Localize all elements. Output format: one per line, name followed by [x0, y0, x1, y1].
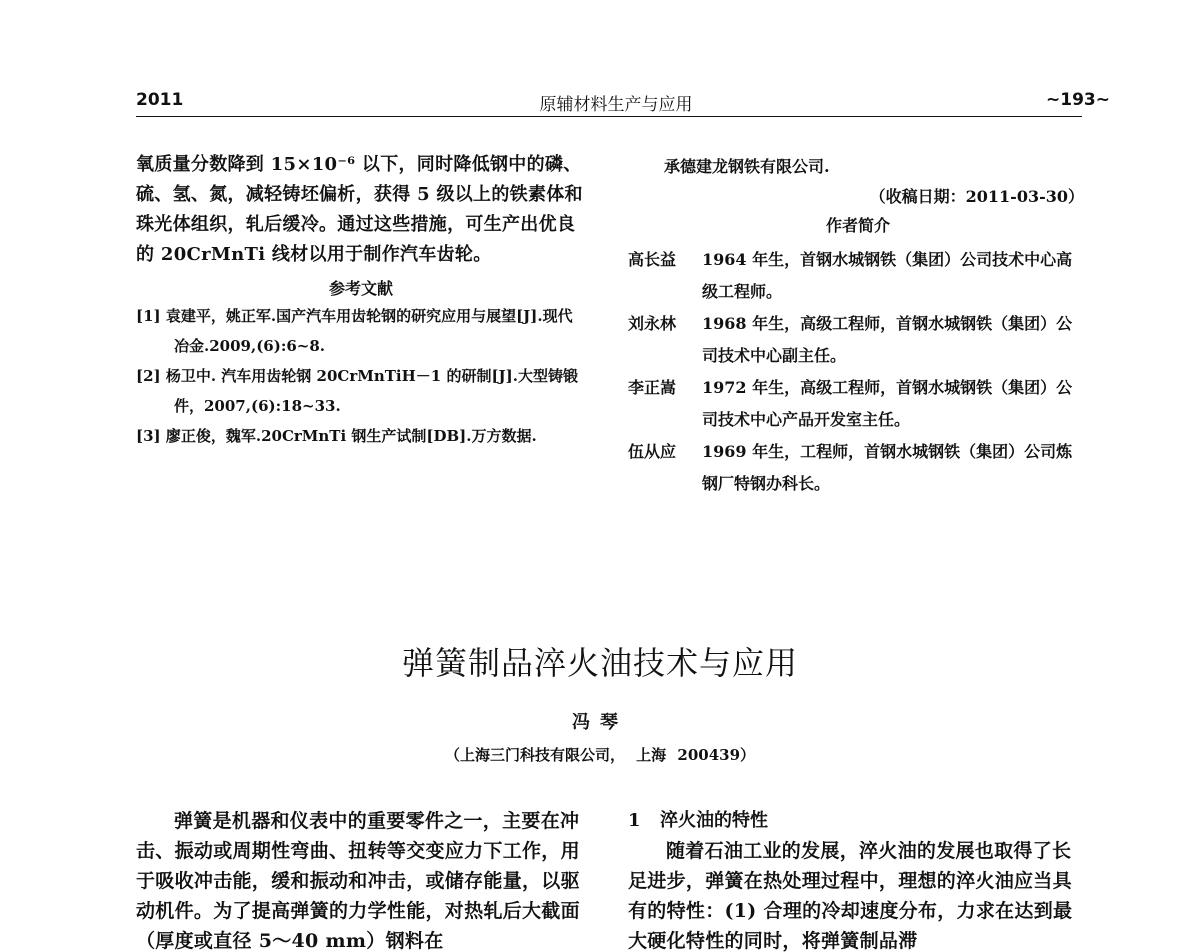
received-date: （收稿日期：2011-03-30）	[869, 187, 1084, 206]
bio-name: 刘永林	[628, 314, 677, 333]
article-body-right-column	[628, 806, 1088, 952]
bio-text: 1972 年生，高级工程师，首钢水城钢铁（集团）公司技术中心产品开发室主任。	[702, 378, 1073, 429]
article-author: 冯琴	[572, 712, 628, 733]
bio-name: 伍从应	[628, 442, 677, 461]
reference-item: [3] 廖正俊，魏军.20CrMnTi 钢生产试制[DB].万方数据.	[136, 427, 537, 445]
reference-item: [2] 杨卫中. 汽车用齿轮钢 20CrMnTiH－1 的研制[J].大型铸锻件，2007,(6):18~33.	[136, 367, 578, 415]
bio-text: 1969 年生，工程师，首钢水城钢铁（集团）公司炼钢厂特钢办科长。	[702, 442, 1073, 493]
conclusion-paragraph: 氧质量分数降到 15×10⁻⁶ 以下，同时降低钢中的磷、硫、氢、氮，减轻铸坯偏析，获得 5 级以上的铁素体和珠光体组织，轧后缓冷。通过这些措施，可生产出优良的 20CrMnTi 线材以用于制作汽车齿轮。	[136, 154, 583, 265]
author-bio	[628, 436, 1088, 500]
article-affiliation: （上海三门科技有限公司， 上海 200439）	[444, 746, 756, 764]
header-year: 2011	[136, 90, 184, 110]
bio-name: 李正嵩	[628, 378, 677, 397]
header-journal-name: 原辅材料生产与应用	[539, 95, 693, 115]
section-heading	[628, 806, 1088, 836]
section-number: 1	[628, 810, 641, 831]
author-bios-heading: 作者简介	[825, 216, 890, 235]
header-rule	[136, 116, 1082, 117]
reference-item: [1] 袁建平，姚正军.国产汽车用齿轮钢的研究应用与展望[J].现代冶金.2009,(6):6~8.	[136, 307, 573, 355]
section-paragraph: 随着石油工业的发展，淬火油的发展也取得了长足进步，弹簧在热处理过程中，理想的淬火油应当具有的特性：(1) 合理的冷却速度分布，力求在达到最大硬化特性的同时，将弹簧制品滞	[628, 840, 1073, 952]
intro-paragraph: 弹簧是机器和仪表中的重要零件之一，主要在冲击、振动或周期性弯曲、扭转等交变应力下工作，用于吸收冲击能，缓和振动和冲击，或储存能量，以驱动机件。为了提高弹簧的力学性能，对热轧后大截面（厚度或直径 5～40 mm）钢料在	[136, 810, 580, 952]
bio-text: 1964 年生，首钢水城钢铁（集团）公司技术中心高级工程师。	[702, 250, 1073, 301]
article-title: 弹簧制品淬火油技术与应用	[401, 644, 798, 682]
author-bio	[628, 372, 1088, 436]
author-bio	[628, 308, 1088, 372]
bio-text: 1968 年生，高级工程师，首钢水城钢铁（集团）公司技术中心副主任。	[702, 314, 1073, 365]
header-page-number: ~193~	[1046, 90, 1110, 110]
section-title: 淬火油的特性	[660, 810, 768, 831]
article-body-left-column	[136, 806, 586, 952]
previous-article-right-column	[628, 152, 1088, 500]
running-header	[136, 90, 1110, 116]
references-heading: 参考文献	[328, 279, 393, 298]
author-bio	[628, 244, 1088, 308]
previous-article-left-column	[136, 150, 586, 451]
bio-name: 高长益	[628, 250, 677, 269]
affiliation-continued: 承德建龙钢铁有限公司.	[664, 157, 830, 176]
